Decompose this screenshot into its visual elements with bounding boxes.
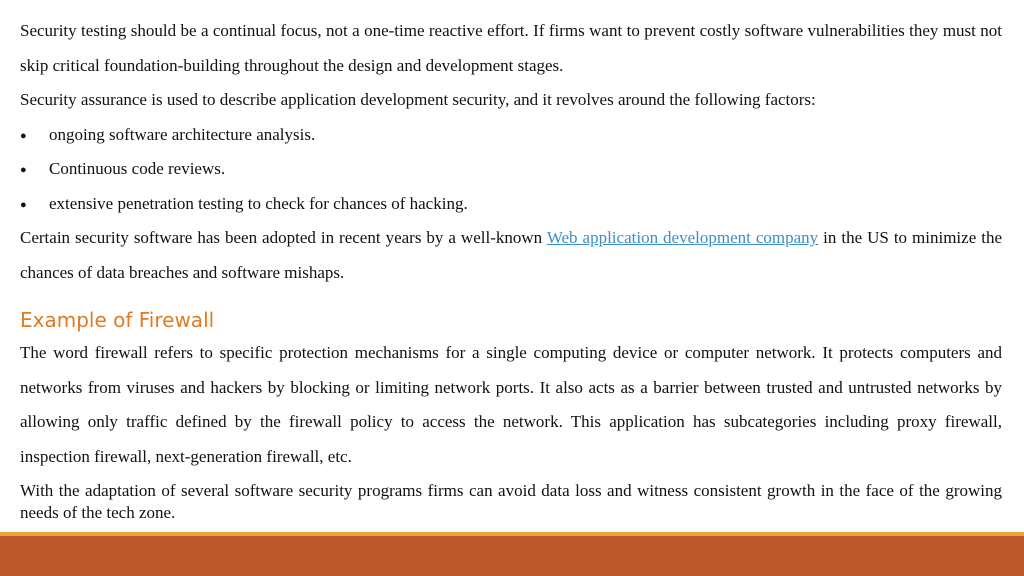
paragraph-firewall-definition: The word firewall refers to specific protection mechanisms for a single computing device or computer network. It protects computers and networks from viruses and hackers by blocking or limiting network ports. It also acts as a barrier between trusted and untrusted networks by allowing only traffic defined by the firewall policy to access the network. This application has subcategories including proxy firewall, inspection firewall, next-generation firewall, etc. [20,343,1002,466]
paragraph-conclusion: With the adaptation of several software security programs firms can avoid data loss and witness consistent growth in the face of the growing needs of the tech zone. [20,481,1002,522]
paragraph-security-software [20,221,1002,290]
paragraph-security-assurance: Security assurance is used to describe application development security, and it revolves around the following factors: [20,90,816,109]
bullet-icon: ● [20,129,27,142]
list-item [20,118,1002,153]
paragraph-text-after-link: in the US to minimize the chances of data breaches and software mishaps. [20,228,1002,282]
footer-band [0,536,1024,576]
web-app-company-link[interactable]: Web application development company [546,228,819,247]
list-item [20,187,1002,222]
bullet-icon: ● [20,198,27,211]
list-item-text: ongoing software architecture analysis. [49,124,316,144]
section-heading: Example of Firewall [20,308,215,332]
factors-list [20,118,1002,222]
list-item [20,152,1002,187]
bullet-icon: ● [20,164,27,176]
paragraph-security-testing: Security testing should be a continual focus, not a one-time reactive effort. If firms want to prevent costly software vulnerabilities they must not skip critical foundation-building throughout the design and development stages. [20,21,1002,75]
slide-content [20,14,1002,524]
list-item-text: extensive penetration testing to check for chances of hacking. [49,193,468,213]
list-item-text: Continuous code reviews. [49,159,226,178]
paragraph-text-before-link: Certain security software has been adopted in recent years by a well-known [20,228,547,247]
